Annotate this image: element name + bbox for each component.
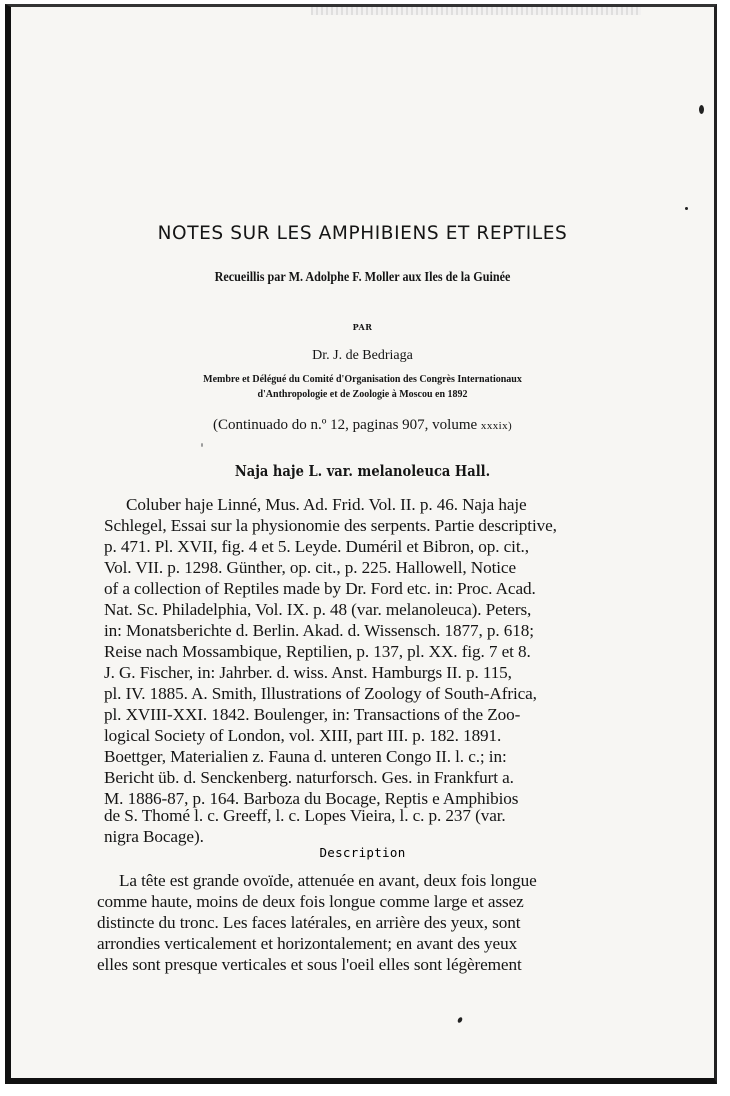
continuation-volume: xxxix) xyxy=(480,420,513,432)
description-line: elles sont presque verticales et sous l'oeil elles sont légèrement xyxy=(97,955,522,974)
synonymy-line: p. 471. Pl. XVII, fig. 4 et 5. Leyde. Duméril et Bibron, op. cit., xyxy=(104,537,529,556)
description-line: comme haute, moins de deux fois longue comme large et assez xyxy=(97,892,524,911)
speck xyxy=(699,105,704,114)
synonymy-line: pl. IV. 1885. A. Smith, Illustrations of Zoology of South-Africa, xyxy=(104,684,537,703)
synonymy-line: Boettger, Materialien z. Fauna d. unteren Congo II. l. c.; in: xyxy=(104,747,507,766)
synonymy-line: Coluber haje Linné, Mus. Ad. Frid. Vol. II. p. 46. Naja haje xyxy=(126,495,527,514)
speck xyxy=(685,207,688,210)
synonymy-line: logical Society of London, vol. XIII, part III. p. 182. 1891. xyxy=(104,726,502,745)
synonymy-line: J. G. Fischer, in: Jahrber. d. wiss. Anst. Hamburgs II. p. 115, xyxy=(104,663,512,682)
synonymy-line: of a collection of Reptiles made by Dr. Ford etc. in: Proc. Acad. xyxy=(104,579,536,598)
continuation-text: (Continuado do n.º 12, paginas 907, volume xyxy=(212,417,478,433)
synonymy-line: in: Monatsberichte d. Berlin. Akad. d. Wissensch. 1877, p. 618; xyxy=(104,621,534,640)
synonymy-line: M. 1886-87, p. 164. Barboza du Bocage, Reptis e Amphibios xyxy=(104,789,519,808)
synonymy-line: Schlegel, Essai sur la physionomie des serpents. Partie descriptive, xyxy=(104,516,557,535)
description-line: La tête est grande ovoïde, attenuée en avant, deux fois longue xyxy=(119,871,537,890)
synonymy-line: Nat. Sc. Philadelphia, Vol. IX. p. 48 (var. melanoleuca). Peters, xyxy=(104,600,532,619)
synonymy-line: nigra Bocage). xyxy=(104,827,204,846)
speck xyxy=(201,443,203,447)
author-affiliation-1: Membre et Délégué du Comité d'Organisation des Congrès Internationaux xyxy=(203,374,522,385)
byline-par: PAR xyxy=(352,322,373,332)
synonymy-line: de S. Thomé l. c. Greeff, l. c. Lopes Vieira, l. c. p. 237 (var. xyxy=(104,806,506,825)
synonymy-line: pl. XVIII-XXI. 1842. Boulenger, in: Transactions of the Zoo- xyxy=(104,705,521,724)
article-title: NOTES SUR LES AMPHIBIENS ET REPTILES xyxy=(157,223,568,244)
synonymy-line: Bericht üb. d. Senckenberg. naturforsch. Ges. in Frankfurt a. xyxy=(104,768,514,787)
author-affiliation-2: d'Anthropologie et de Zoologie à Moscou en 1892 xyxy=(257,389,468,400)
description-line: distincte du tronc. Les faces latérales, en arrière des yeux, sont xyxy=(97,913,521,932)
continuation-note xyxy=(11,417,714,434)
scan-noise xyxy=(311,7,641,15)
synonymy-line: Vol. VII. p. 1298. Günther, op. cit., p. 225. Hallowell, Notice xyxy=(104,558,516,577)
speck xyxy=(457,1016,463,1023)
synonymy-line: Reise nach Mossambique, Reptilien, p. 137, pl. XX. fig. 7 et 8. xyxy=(104,642,531,661)
description-line: arrondies verticalement et horizontalement; en avant des yeux xyxy=(97,934,518,953)
author-name: Dr. J. de Bedriaga xyxy=(312,348,413,363)
species-heading: Naja haje L. var. melanoleuca Hall. xyxy=(234,463,491,480)
scanned-page xyxy=(5,4,717,1084)
description-heading: Description xyxy=(319,845,406,860)
article-subtitle: Recueillis par M. Adolphe F. Moller aux Iles de la Guinée xyxy=(214,269,511,284)
